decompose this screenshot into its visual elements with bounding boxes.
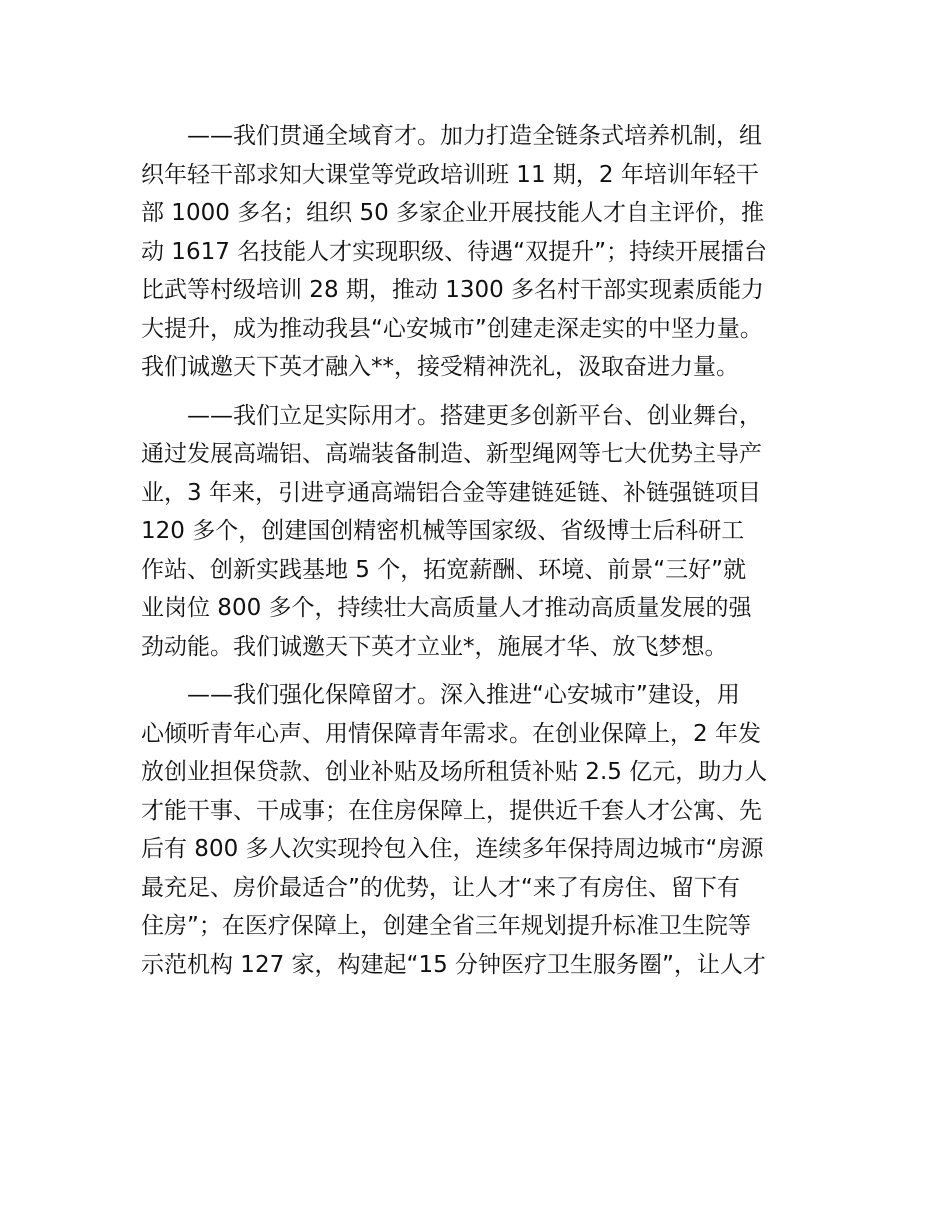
paragraph-talent-retention [141, 676, 831, 984]
text-line: 心倾听青年心声、用情保障青年需求。在创业保障上，2 年发 [141, 720, 761, 747]
text-line: 劲动能。我们诚邀天下英才立业*，施展才华、放飞梦想。 [141, 633, 728, 660]
text-line: 示范机构 127 家，构建起“15 分钟医疗卫生服务圈”，让人才 [141, 951, 766, 978]
text-line: 比武等村级培训 28 期，推动 1300 多名村干部实现素质能力 [141, 277, 765, 303]
text-line: 作站、创新实践基地 5 个，拓宽薪酬、环境、前景“三好”就 [141, 556, 747, 583]
text-line: 通过发展高端铝、高端装备制造、新型绳网等七大优势主导产 [141, 441, 762, 467]
text-line: ——我们强化保障留才。深入推进“心安城市”建设，用 [187, 682, 740, 708]
text-line: 业岗位 800 多个，持续壮大高质量人才推动高质量发展的强 [141, 595, 752, 621]
text-line: 120 多个，创建国创精密机械等国家级、省级博士后科研工 [141, 518, 745, 544]
text-line: 织年轻干部求知大课堂等党政培训班 11 期，2 年培训年轻干 [141, 161, 759, 188]
paragraph-spacer [141, 387, 831, 397]
text-line: 住房”；在医疗保障上，创建全省三年规划提升标准卫生院等 [141, 913, 751, 939]
text-line: 放创业担保贷款、创业补贴及场所租赁补贴 2.5 亿元，助力人 [141, 759, 768, 785]
paragraph-talent-utilization [141, 397, 831, 667]
text-line: 我们诚邀天下英才融入**，接受精神洗礼，汲取奋进力量。 [141, 354, 739, 380]
text-line: 部 1000 多名；组织 50 多家企业开展技能人才自主评价，推 [141, 200, 765, 226]
paragraph-talent-cultivation [141, 117, 831, 387]
text-line: ——我们立足实际用才。搭建更多创新平台、创业舞台， [187, 402, 762, 429]
text-line: 后有 800 多人次实现拎包入住，连续多年保持周边城市“房源 [141, 836, 764, 862]
document-body [141, 117, 831, 984]
text-line: 才能干事、干成事；在住房保障上，提供近千套人才公寓、先 [141, 797, 762, 824]
paragraph-spacer [141, 666, 831, 676]
text-line: ——我们贯通全域育才。加力打造全链条式培养机制，组 [187, 123, 762, 149]
text-line: 最充足、房价最适合”的优势，让人才“来了有房住、留下有 [141, 874, 740, 901]
text-line: 业，3 年来，引进亨通高端铝合金等建链延链、补链强链项目 [141, 479, 761, 506]
text-line: 动 1617 名技能人才实现职级、待遇“双提升”；持续开展擂台 [141, 238, 767, 265]
text-line: 大提升，成为推动我县“心安城市”创建走深走实的中坚力量。 [141, 315, 763, 342]
